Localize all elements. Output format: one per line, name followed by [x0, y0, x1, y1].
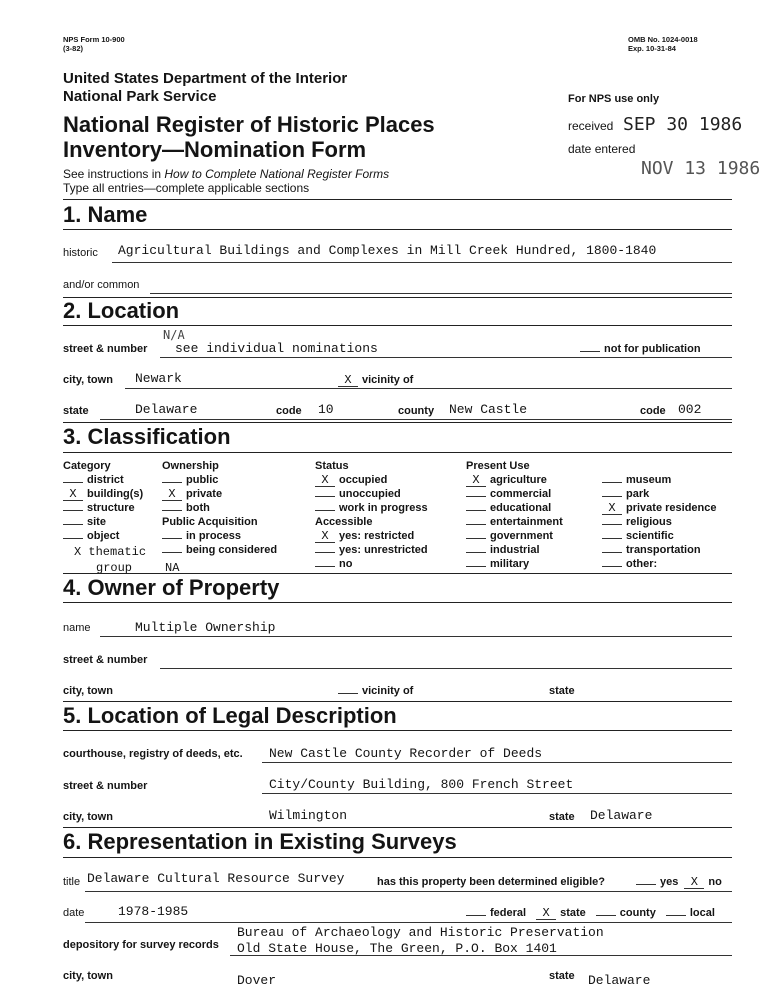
- form-date: (3-82): [63, 44, 84, 53]
- use-commercial: commercial: [466, 487, 563, 501]
- status-list: [315, 473, 428, 571]
- county-code-value: 002: [678, 402, 702, 417]
- vicinity-checkbox: X: [338, 375, 358, 387]
- county-value: New Castle: [449, 402, 528, 417]
- not-publication-checkbox: [580, 351, 600, 352]
- use-government: government: [466, 529, 563, 543]
- ownership-heading: Ownership: [162, 460, 219, 472]
- owner-vicinity: [338, 685, 413, 697]
- federal-label: federal: [490, 907, 527, 919]
- owner-name-value: Multiple Ownership: [135, 620, 276, 635]
- local-level-checkbox: [666, 915, 686, 916]
- use-other: other:: [602, 557, 717, 571]
- received-stamp: SEP 30 1986: [623, 114, 743, 135]
- section1-rule: [63, 199, 732, 200]
- nps-use-heading: For NPS use only: [568, 93, 660, 105]
- section6-rule-bottom: [63, 857, 732, 858]
- city-value: Newark: [135, 371, 182, 386]
- depository-underline: [230, 955, 732, 956]
- owner-street-line: [160, 668, 732, 669]
- survey-city-value: Dover: [237, 973, 277, 988]
- local-level-label: local: [689, 907, 715, 919]
- section5-rule: [63, 701, 732, 702]
- ownership-both: both: [162, 501, 277, 515]
- state-level-label: state: [560, 907, 586, 919]
- section4-title: 4. Owner of Property: [63, 575, 280, 600]
- owner-vicinity-checkbox: [338, 693, 358, 694]
- survey-title-value: Delaware Cultural Resource Survey: [87, 871, 345, 886]
- survey-state-value: Delaware: [588, 973, 651, 988]
- section3-rule: [63, 422, 732, 423]
- ownership-public: public: [162, 473, 277, 487]
- date-entered-stamp: NOV 13 1986: [641, 158, 761, 179]
- eligible-options: [636, 876, 722, 889]
- accessible-heading: Accessible: [315, 516, 373, 528]
- legal-state-value: Delaware: [590, 808, 653, 823]
- common-line: [150, 293, 732, 294]
- historic-name: Agricultural Buildings and Complexes in Mill Creek Hundred, 1800-1840: [118, 243, 657, 258]
- section3-title: 3. Classification: [63, 424, 231, 449]
- category-object: object: [63, 529, 143, 543]
- not-publication: [580, 343, 701, 355]
- accessible-restricted: X yes: restricted: [315, 529, 428, 543]
- not-publication-label: not for publication: [604, 343, 701, 355]
- instructions-prefix: See instructions in: [63, 167, 165, 181]
- use-entertainment: entertainment: [466, 515, 563, 529]
- form-title-line2: Inventory—Nomination Form: [63, 137, 367, 162]
- survey-date-value: 1978-1985: [118, 904, 189, 919]
- courthouse-value: New Castle County Recorder of Deeds: [269, 746, 543, 761]
- section2-rule-bottom: [63, 325, 732, 326]
- thematic-label: thematic: [88, 545, 147, 559]
- survey-date-label: date: [63, 907, 85, 919]
- accessible-no: no: [315, 557, 428, 571]
- owner-street-label: street & number: [63, 654, 148, 666]
- status-unoccupied: unoccupied: [315, 487, 428, 501]
- department: United States Department of the Interior: [63, 70, 348, 87]
- category-structure: structure: [63, 501, 143, 515]
- legal-city-value: Wilmington: [269, 808, 348, 823]
- received-label: received: [568, 119, 614, 133]
- status-heading: Status: [315, 460, 349, 472]
- section1-title: 1. Name: [63, 202, 148, 227]
- section6-rule: [63, 827, 732, 828]
- status-work-in-progress: work in progress: [315, 501, 428, 515]
- use-agriculture: X agriculture: [466, 473, 563, 487]
- survey-title-line: [85, 891, 732, 892]
- eligible-no-label: no: [708, 876, 722, 888]
- historic-label: historic: [63, 247, 98, 259]
- vicinity: [338, 374, 413, 387]
- eligible-yes-checkbox: [636, 884, 656, 885]
- street-value: see individual nominations: [175, 341, 378, 356]
- instructions: [63, 167, 389, 181]
- federal-checkbox: [466, 915, 486, 916]
- section6-title: 6. Representation in Existing Surveys: [63, 829, 457, 854]
- section4-rule-bottom: [63, 602, 732, 603]
- use-park: park: [602, 487, 717, 501]
- section5-title: 5. Location of Legal Description: [63, 703, 397, 728]
- county-level-label: county: [619, 907, 656, 919]
- legal-street-value: City/County Building, 800 French Street: [269, 777, 574, 792]
- depository-label: depository for survey records: [63, 939, 219, 951]
- state-line: [100, 419, 732, 420]
- survey-city-label: city, town: [63, 970, 113, 982]
- section4-rule: [63, 573, 732, 574]
- ownership-list: [162, 473, 277, 557]
- eligible-label: has this property been determined eligible?: [377, 876, 605, 888]
- common-label: and/or common: [63, 279, 140, 291]
- owner-state-label: state: [549, 685, 575, 697]
- legal-street-label: street & number: [63, 780, 148, 792]
- category-district: district: [63, 473, 143, 487]
- use-military: military: [466, 557, 563, 571]
- survey-levels: [466, 907, 715, 920]
- form-number: NPS Form 10-900: [63, 35, 125, 44]
- form-title-line1: National Register of Historic Places: [63, 112, 435, 137]
- present-use-list-1: [466, 473, 563, 571]
- survey-state-label: state: [549, 970, 575, 982]
- street-label: street & number: [63, 343, 148, 355]
- state-code-label: code: [276, 405, 302, 417]
- agency: National Park Service: [63, 88, 217, 105]
- vicinity-label: vicinity of: [362, 374, 414, 386]
- acquisition-in-process: in process: [162, 529, 277, 543]
- use-scientific: scientific: [602, 529, 717, 543]
- city-label: city, town: [63, 374, 113, 386]
- survey-date-line: [85, 922, 732, 923]
- thematic-label2: group: [96, 561, 133, 575]
- thematic-mark: X: [74, 545, 82, 559]
- historic-line: [112, 262, 732, 263]
- eligible-no-checkbox: X: [684, 877, 704, 889]
- state-code-value: 10: [318, 402, 334, 417]
- section2-title: 2. Location: [63, 298, 180, 323]
- owner-city-label: city, town: [63, 685, 113, 697]
- legal-city-label: city, town: [63, 811, 113, 823]
- use-religious: religious: [602, 515, 717, 529]
- owner-name-label: name: [63, 622, 91, 634]
- survey-title-label: title: [63, 876, 81, 888]
- section3-rule-bottom: [63, 452, 732, 453]
- owner-name-line: [100, 636, 732, 637]
- category-thematic: [74, 545, 146, 559]
- ownership-private: X private: [162, 487, 277, 501]
- accessible-unrestricted: yes: unrestricted: [315, 543, 428, 557]
- present-use-list-2: [602, 473, 717, 571]
- state-value: Delaware: [135, 402, 198, 417]
- present-use-heading: Present Use: [466, 460, 530, 472]
- use-educational: educational: [466, 501, 563, 515]
- street-line: [160, 357, 732, 358]
- category-buildings: X building(s): [63, 487, 143, 501]
- use-industrial: industrial: [466, 543, 563, 557]
- category-site: site: [63, 515, 143, 529]
- status-occupied: X occupied: [315, 473, 428, 487]
- legal-street-line: [262, 793, 732, 794]
- depository-line1: Bureau of Archaeology and Historic Preservation: [237, 925, 604, 940]
- acquisition-heading: Public Acquisition: [162, 516, 258, 528]
- use-museum: museum: [602, 473, 717, 487]
- date-entered-label: date entered: [568, 142, 636, 156]
- instructions-line2: Type all entries—complete applicable sections: [63, 181, 310, 195]
- omb-number: OMB No. 1024-0018: [628, 35, 698, 44]
- street-note: N/A: [163, 328, 185, 342]
- category-heading: Category: [63, 460, 111, 472]
- depository-line2: Old State House, The Green, P.O. Box 1401: [237, 941, 557, 956]
- county-code-label: code: [640, 405, 666, 417]
- expiration-date: Exp. 10-31-84: [628, 44, 676, 53]
- use-private-residence: X private residence: [602, 501, 717, 515]
- acquisition-value: NA: [165, 561, 180, 575]
- state-level-checkbox: X: [536, 908, 556, 920]
- instructions-title: How to Complete National Register Forms: [164, 167, 390, 181]
- county-level-checkbox: [596, 915, 616, 916]
- use-transportation: transportation: [602, 543, 717, 557]
- legal-state-label: state: [549, 811, 575, 823]
- courthouse-line: [262, 762, 732, 763]
- section1-rule-bottom: [63, 229, 732, 230]
- section5-rule-bottom: [63, 730, 732, 731]
- eligible-yes-label: yes: [660, 876, 679, 888]
- city-line: [125, 388, 732, 389]
- state-label: state: [63, 405, 89, 417]
- category-list: [63, 473, 143, 543]
- acquisition-considered: being considered: [162, 543, 277, 557]
- owner-vicinity-label: vicinity of: [362, 685, 414, 697]
- courthouse-label: courthouse, registry of deeds, etc.: [63, 748, 243, 760]
- county-label: county: [398, 405, 435, 417]
